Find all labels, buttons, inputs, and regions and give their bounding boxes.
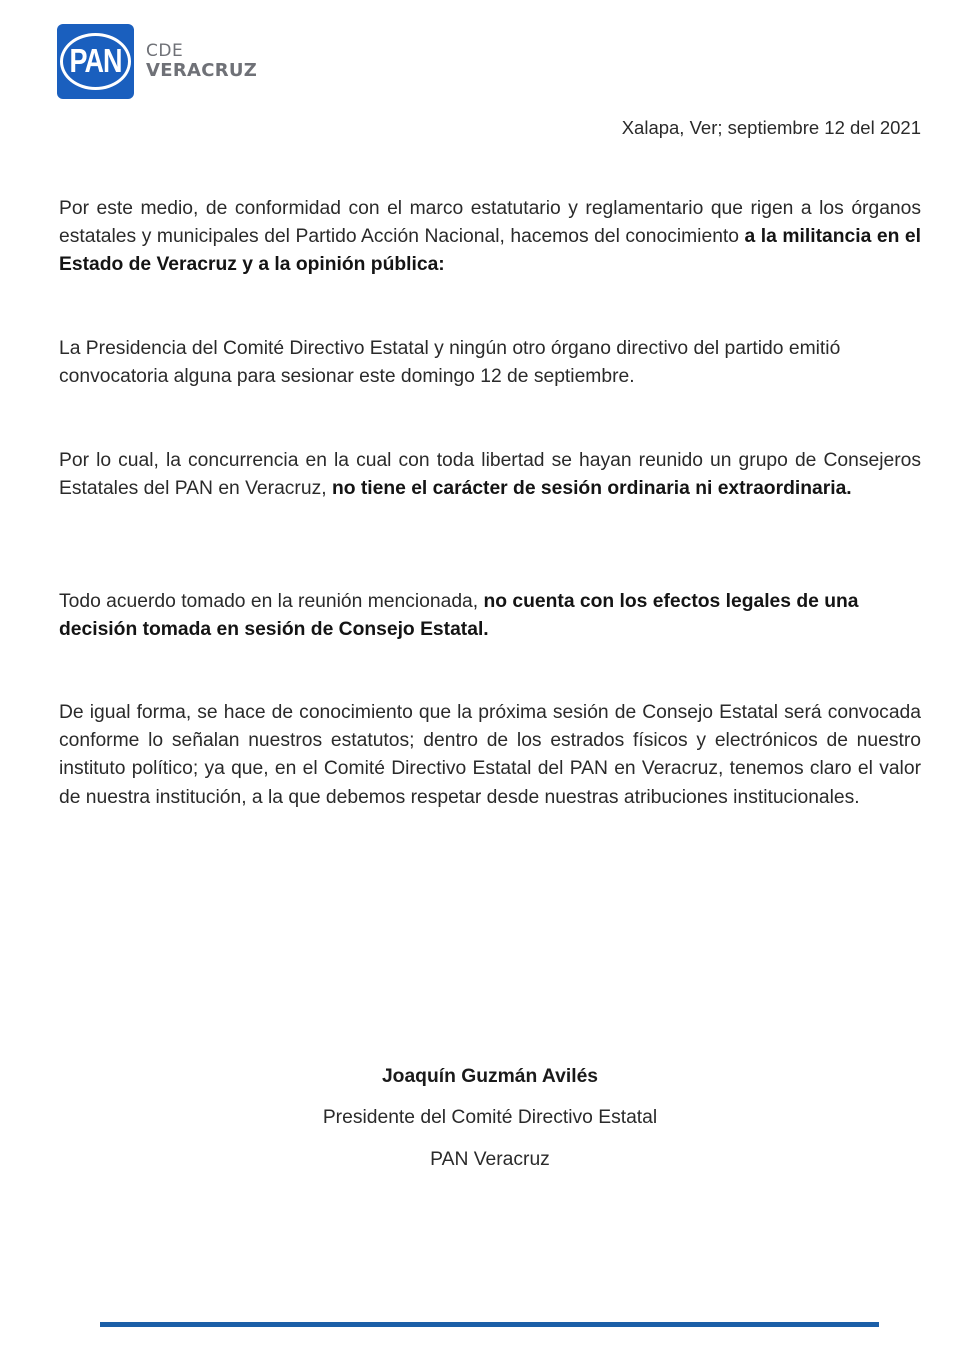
paragraph-acuerdo-text: Todo acuerdo tomado en la reunión mencionada, [59, 591, 484, 612]
pan-logo-text: PAN [69, 42, 122, 80]
paragraph-convocatoria-text: La Presidencia del Comité Directivo Estatal y ningún otro órgano directivo del partido emitió convocatoria alguna para sesionar este domingo 12 de septiembre. [59, 338, 841, 388]
paragraph-proxima-sesion-text: De igual forma, se hace de conocimiento que la próxima sesión de Consejo Estatal será convocada conforme lo señalan nuestros estatutos; dentro de los estrados físicos y electrónicos de nuestro instituto político; ya que, en el Comité Directivo Estatal del PAN en Veracruz, tenemos claro el valor de nuestra institución, a la que debemos respetar desde nuestras atribuciones institucionales. [59, 702, 921, 808]
brand-line-cde: CDE [146, 41, 184, 61]
signature-organization: PAN Veracruz [430, 1149, 550, 1170]
paragraph-convocatoria [59, 335, 921, 391]
document-date: Xalapa, Ver; septiembre 12 del 2021 [621, 117, 921, 138]
paragraph-intro [59, 195, 921, 280]
paragraph-concurrencia-bold: no tiene el carácter de sesión ordinaria ni extraordinaria. [331, 478, 852, 500]
paragraph-concurrencia-text: Por lo cual, la concurrencia en la cual con toda libertad se hayan reunido un grupo de Consejeros Estatales del PAN en Veracruz, [59, 450, 921, 500]
paragraph-acuerdo-bold: no cuenta con los efectos legales de una decisión tomada en sesión de Consejo Estatal. [59, 591, 859, 641]
brand-name [146, 41, 257, 81]
paragraph-acuerdo [59, 588, 921, 644]
paragraph-concurrencia [59, 447, 921, 503]
pan-logo-ring [60, 33, 131, 90]
pan-logo [57, 24, 134, 99]
footer-divider [100, 1322, 879, 1327]
brand-line-veracruz: VERACRUZ [146, 60, 258, 81]
paragraph-intro-bold: a la militancia en el Estado de Veracruz y a la opinión pública: [59, 226, 921, 276]
paragraph-proxima-sesion [59, 699, 921, 812]
paragraph-intro-text: Por este medio, de conformidad con el marco estatutario y reglamentario que rigen a los órganos estatales y municipales del Partido Acción Nacional, hacemos del conocimiento [59, 198, 921, 248]
signature-title: Presidente del Comité Directivo Estatal [322, 1107, 658, 1128]
signature-name: Joaquín Guzmán Avilés [381, 1066, 599, 1087]
